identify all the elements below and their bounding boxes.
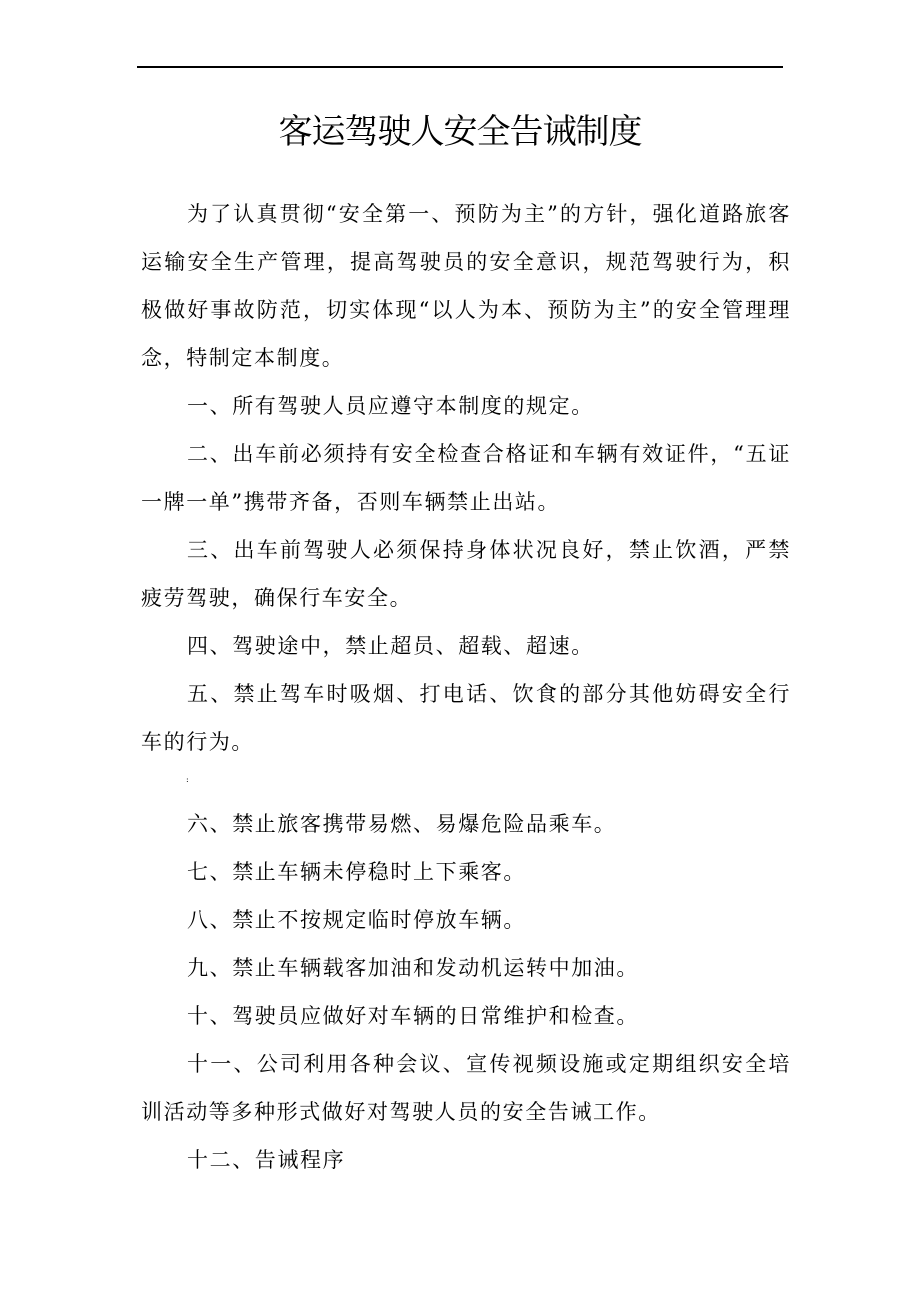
document-title: 客运驾驶人安全告诫制度 xyxy=(278,112,642,152)
rule-3: 三、出车前驾驶人必须保持身体状况良好，禁止饮酒，严禁疲劳驾驶，确保行车安全。 xyxy=(141,538,791,610)
rule-2: 二、出车前必须持有安全检查合格证和车辆有效证件，“五证一牌一单”携带齐备，否则车辆禁止出站。 xyxy=(141,442,791,514)
header-rule xyxy=(137,66,783,68)
stray-mark: : xyxy=(186,775,191,784)
rule-4: 四、驾驶途中，禁止超员、超载、超速。 xyxy=(187,634,594,658)
rule-8: 八、禁止不按规定临时停放车辆。 xyxy=(187,908,526,932)
rule-5: 五、禁止驾车时吸烟、打电话、饮食的部分其他妨碍安全行车的行为。 xyxy=(141,682,791,754)
rule-11: 十一、公司利用各种会议、宣传视频设施或定期组织安全培训活动等多种形式做好对驾驶人员的安全告诫工作。 xyxy=(141,1052,791,1124)
intro-paragraph: 为了认真贯彻“安全第一、预防为主”的方针，强化道路旅客运输安全生产管理，提高驾驶员的安全意识，规范驾驶行为，积极做好事故防范，切实体现“以人为本、预防为主”的安全管理理念，特制定本制度。 xyxy=(141,202,791,370)
rule-12: 十二、告诫程序 xyxy=(187,1148,346,1172)
document-body xyxy=(141,190,791,1184)
rule-7: 七、禁止车辆未停稳时上下乘客。 xyxy=(187,860,526,884)
rule-6: 六、禁止旅客携带易燃、易爆危险品乘车。 xyxy=(187,812,617,836)
rule-10: 十、驾驶员应做好对车辆的日常维护和检查。 xyxy=(187,1004,639,1028)
rule-9: 九、禁止车辆载客加油和发动机运转中加油。 xyxy=(187,956,639,980)
rule-1: 一、所有驾驶人员应遵守本制度的规定。 xyxy=(187,394,594,418)
